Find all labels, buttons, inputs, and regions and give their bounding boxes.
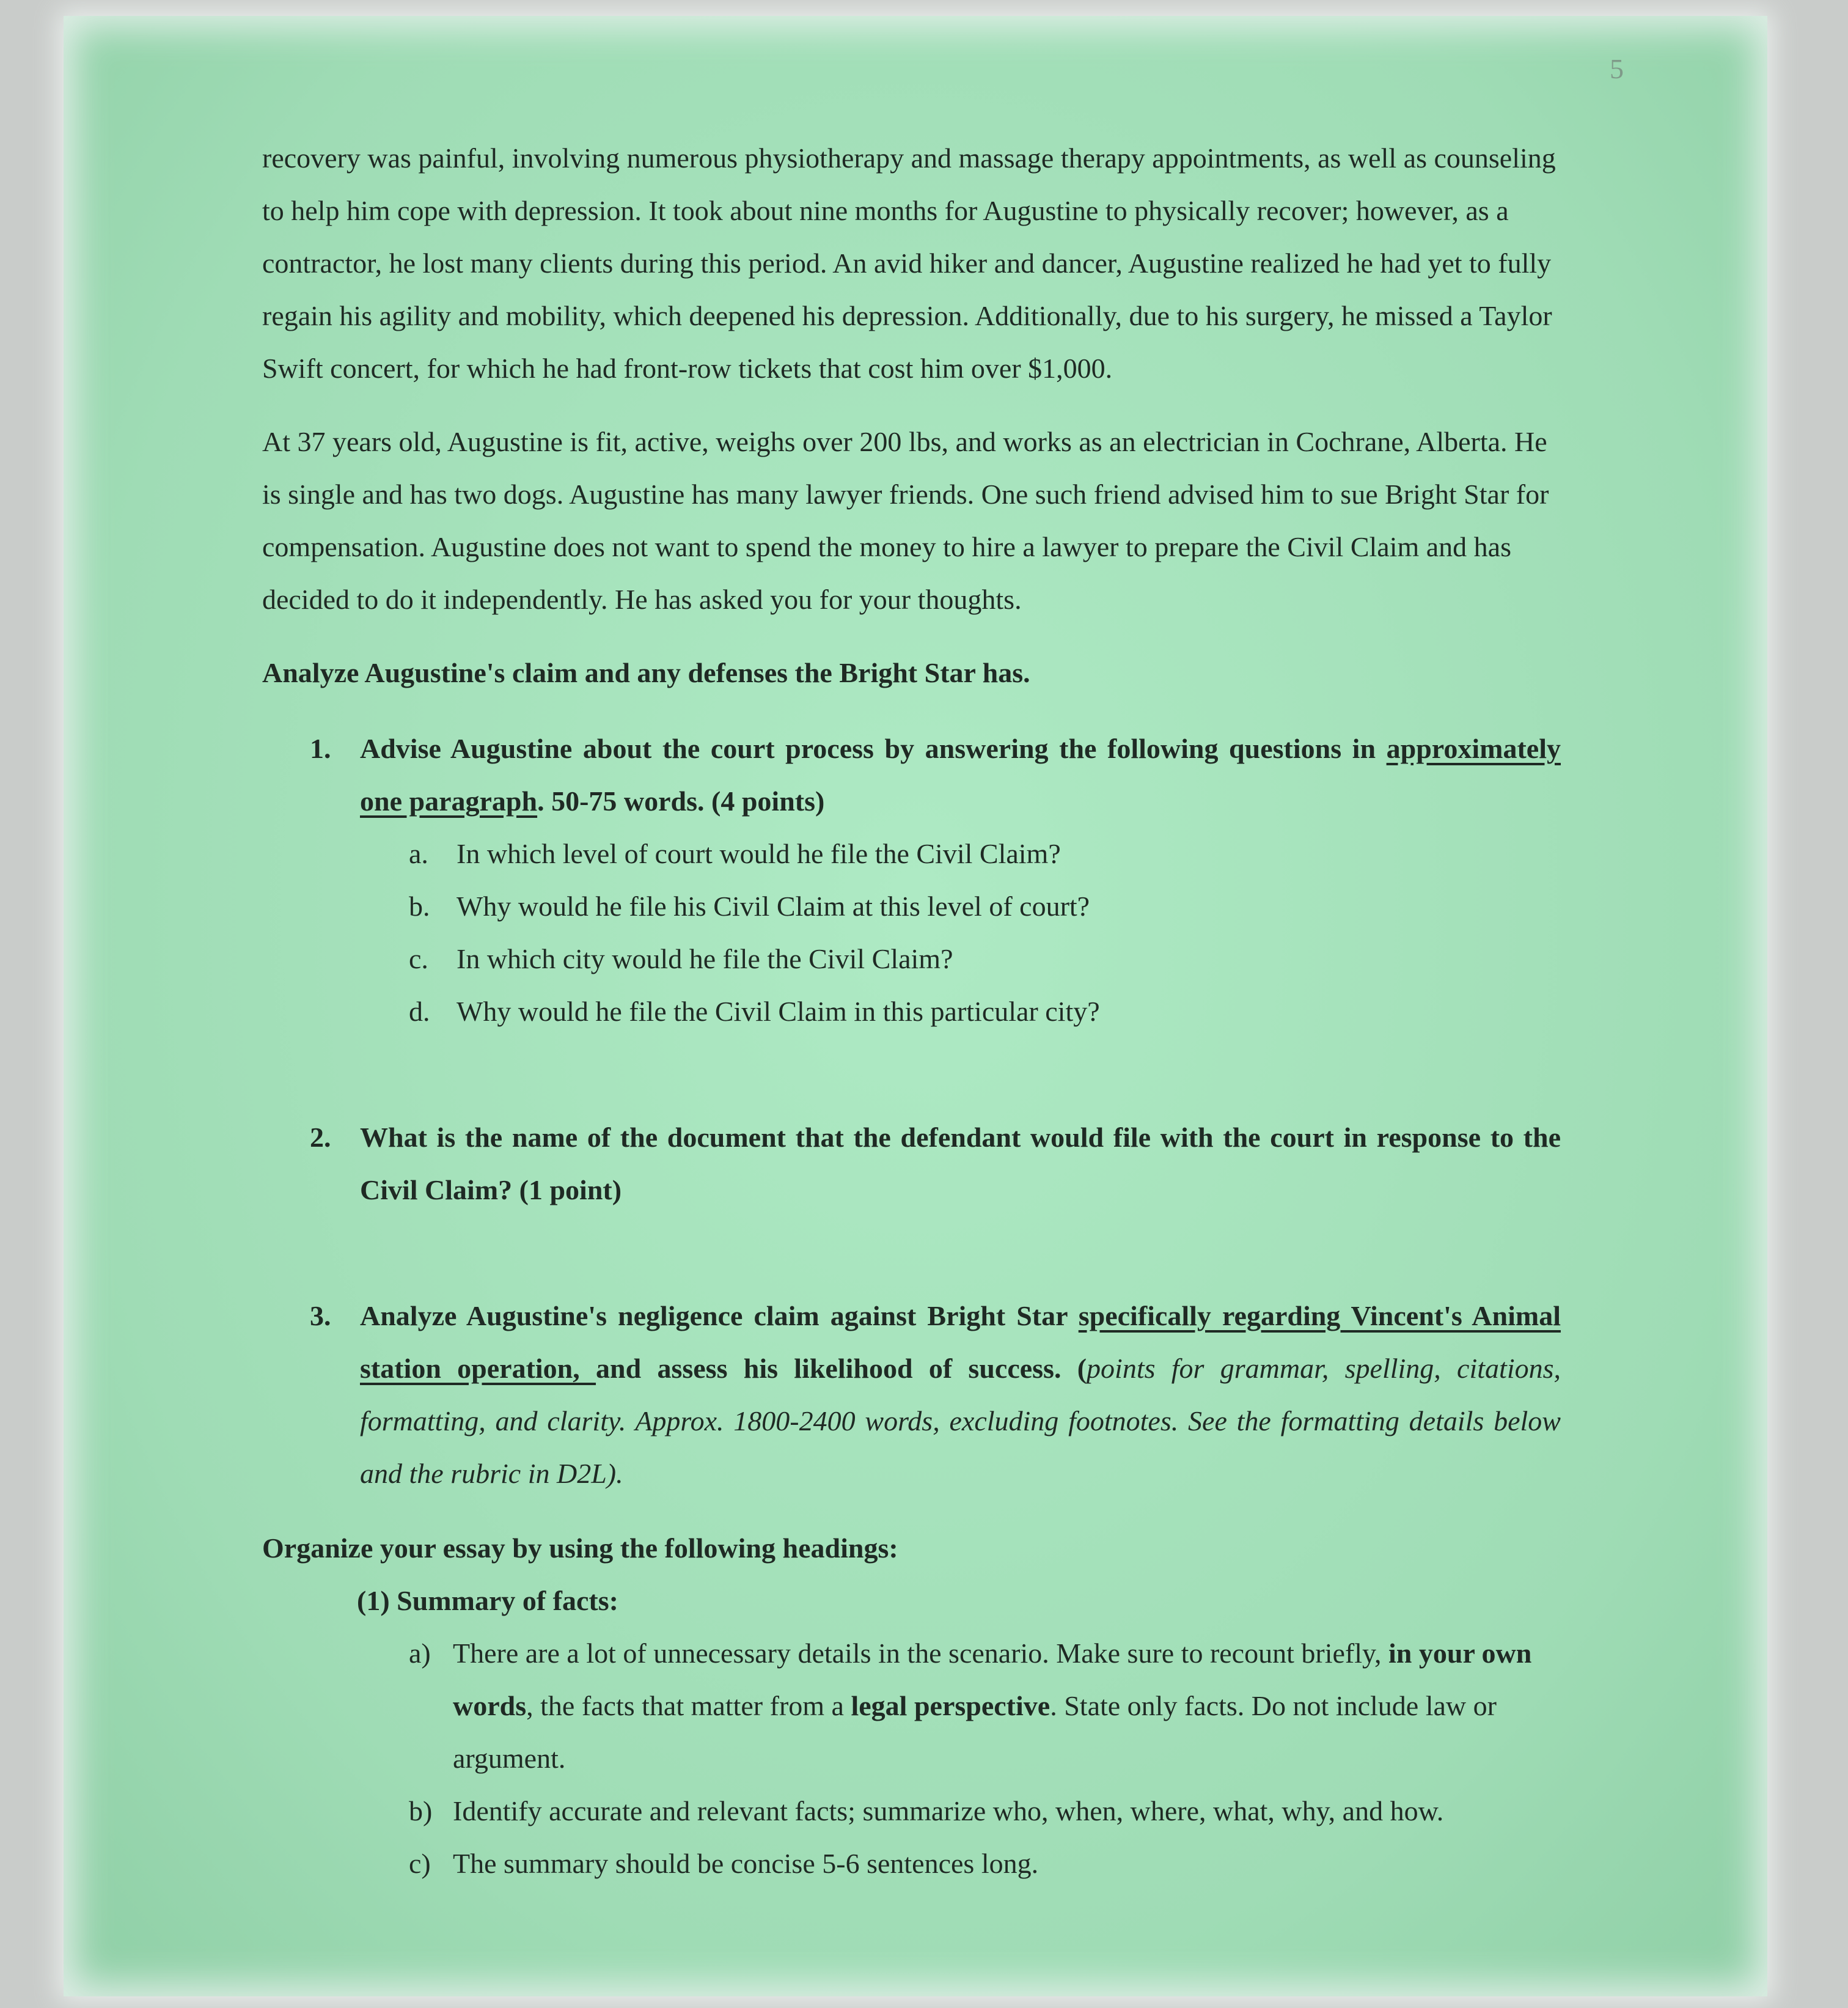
item-bold-2: legal perspective — [851, 1690, 1050, 1721]
item-label: b) — [409, 1795, 433, 1826]
subitem-label: a. — [409, 838, 428, 869]
subitem-text: Why would he file his Civil Claim at this level of court? — [457, 891, 1090, 922]
item-text-1: There are a lot of unnecessary details in the scenario. Make sure to recount briefly, — [453, 1638, 1389, 1669]
subitem-label: b. — [409, 891, 430, 922]
list-item — [262, 828, 1561, 880]
organize-heading: Organize your essay by using the following headings: — [262, 1532, 898, 1564]
question-3 — [262, 1290, 1561, 1500]
item-text: Identify accurate and relevant facts; summarize who, when, where, what, why, and how. — [453, 1795, 1444, 1826]
list-item — [262, 985, 1561, 1038]
item-text-2: , the facts that matter from a — [526, 1690, 851, 1721]
item-label: a) — [409, 1638, 431, 1669]
question-1-number: 1. — [310, 733, 331, 764]
question-3-text-a: Analyze Augustine's negligence claim against Bright Star — [360, 1300, 1079, 1331]
question-3-text-c: ). — [606, 1458, 623, 1489]
question-3-italic-note: points for grammar, spelling, citations, formatting, and clarity. Approx. 1800-2400 words, excluding footnotes. See the formatting details below and the rubric in D2L — [360, 1353, 1561, 1489]
subitem-text: In which city would he file the Civil Claim? — [457, 943, 953, 974]
question-1-underlined: approximately one paragraph — [360, 733, 1561, 817]
list-item — [262, 1785, 1561, 1837]
section-1-heading: (1) Summary of facts: — [357, 1585, 618, 1616]
item-text-3: . State only facts. Do not include law or argument. — [453, 1690, 1497, 1774]
paragraph-recovery: recovery was painful, involving numerous physiotherapy and massage therapy appointments, as well as counseling to help him cope with depression. It took about nine months for Augustine to physically recover; however, as a contractor, he lost many clients during this period. An avid hiker and dancer, Augustine realized he had yet to fully regain his agility and mobility, which deepened his depression. Additionally, due to his surgery, he missed a Taylor Swift concert, for which he had front-row tickets that cost him over $1,000. — [262, 142, 1556, 384]
item-label: c) — [409, 1848, 431, 1879]
question-1-text-a: Advise Augustine about the court process by answering the following questions in — [360, 733, 1387, 764]
question-3-number: 3. — [310, 1300, 331, 1331]
item-text: The summary should be concise 5-6 sentences long. — [453, 1848, 1039, 1879]
list-item — [262, 1837, 1561, 1890]
analyze-heading: Analyze Augustine's claim and any defenses the Bright Star has. — [262, 657, 1030, 688]
list-item — [262, 880, 1561, 933]
list-item — [262, 933, 1561, 985]
paragraph-augustine-profile: At 37 years old, Augustine is fit, active, weighs over 200 lbs, and works as an electrician in Cochrane, Alberta. He is single and has two dogs. Augustine has many lawyer friends. One such friend advised him to sue Bright Star for compensation. Augustine does not want to spend the money to hire a lawyer to prepare the Civil Claim and has decided to do it independently. He has asked you for your thoughts. — [262, 426, 1549, 615]
item-bold-1: in your own words — [453, 1638, 1532, 1721]
subitem-text: Why would he file the Civil Claim in this particular city? — [457, 996, 1100, 1027]
question-2 — [262, 1111, 1561, 1216]
question-1-subitems — [262, 828, 1561, 1038]
subitem-label: d. — [409, 996, 430, 1027]
page-number: 5 — [1610, 53, 1624, 84]
subitem-text: In which level of court would he file the Civil Claim? — [457, 838, 1061, 869]
page-content — [262, 132, 1561, 1890]
question-2-number: 2. — [310, 1122, 331, 1153]
question-3-underlined: specifically regarding Vincent's Animal station operation, — [360, 1300, 1561, 1384]
question-3-text-b: and assess his likelihood of success. ( — [596, 1353, 1087, 1384]
subitem-label: c. — [409, 943, 428, 974]
question-1-text-b: . 50-75 words. (4 points) — [537, 785, 825, 817]
question-2-text: What is the name of the document that the defendant would file with the court in response to the Civil Claim? (1 point) — [360, 1122, 1561, 1205]
list-item — [262, 1627, 1561, 1785]
question-1 — [262, 723, 1561, 828]
document-page — [64, 16, 1767, 1996]
